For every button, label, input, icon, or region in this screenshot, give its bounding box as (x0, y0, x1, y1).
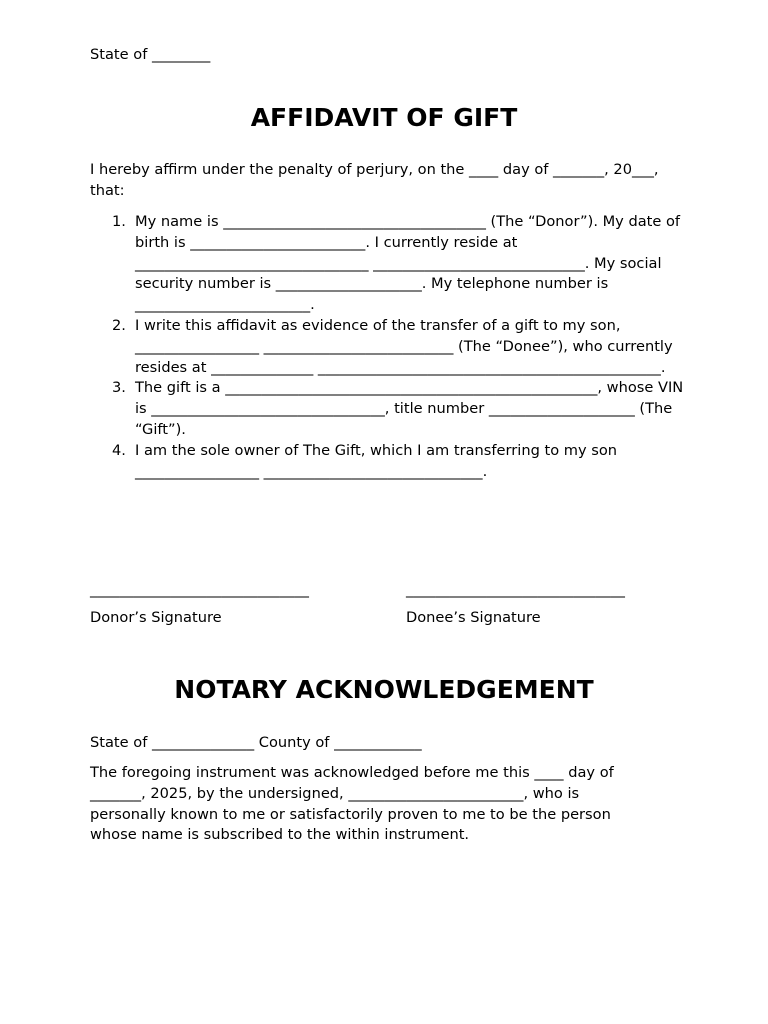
statement-text: My name is ____________________________________ (The “Donor”). My date of birth is ________________________. I currently reside at ________________________________ _____________________________. My social security number is ____________________. My telephone number is ________________________. (135, 213, 681, 314)
affidavit-title: AFFIDAVIT OF GIFT (250, 103, 518, 132)
statement-item (90, 378, 690, 440)
statement-text: I am the sole owner of The Gift, which I am transferring to my son _________________ ______________________________. (135, 441, 618, 480)
statement-number: 2. (112, 316, 126, 334)
affidavit-intro: I hereby affirm under the penalty of perjury, on the ____ day of _______, 20___, that: (90, 161, 659, 199)
donee-signature-line: ______________________________ (406, 581, 625, 598)
statement-item (90, 441, 690, 483)
state-line: State of ________ (90, 46, 211, 63)
donor-signature-line: ______________________________ (90, 581, 309, 598)
statement-item (90, 316, 690, 378)
donor-signature-label: Donor’s Signature (90, 609, 222, 626)
notary-title: NOTARY ACKNOWLEDGEMENT (174, 675, 594, 704)
statement-number: 4. (112, 441, 126, 459)
statement-item (90, 212, 690, 316)
statement-number: 3. (112, 379, 126, 397)
statement-text: I write this affidavit as evidence of the transfer of a gift to my son, _________________ __________________________ (The “Donee”), who currently resides at ______________ _______________________________________________. (135, 316, 673, 376)
donee-signature-label: Donee’s Signature (406, 609, 541, 626)
affidavit-statements (90, 212, 690, 482)
notary-state-county: State of ______________ County of ____________ (90, 734, 422, 751)
notary-body-text: The foregoing instrument was acknowledged before me this ____ day of _______, 2025, by the undersigned, ________________________, who is personally known to me or satisfactorily proven to me to be the person whose name is subscribed to the within instrument. (90, 764, 614, 844)
statement-number: 1. (112, 213, 126, 230)
statement-text: The gift is a ___________________________________________________, whose VIN is ________________________________, title number ____________________ (The “Gift”). (135, 379, 684, 438)
